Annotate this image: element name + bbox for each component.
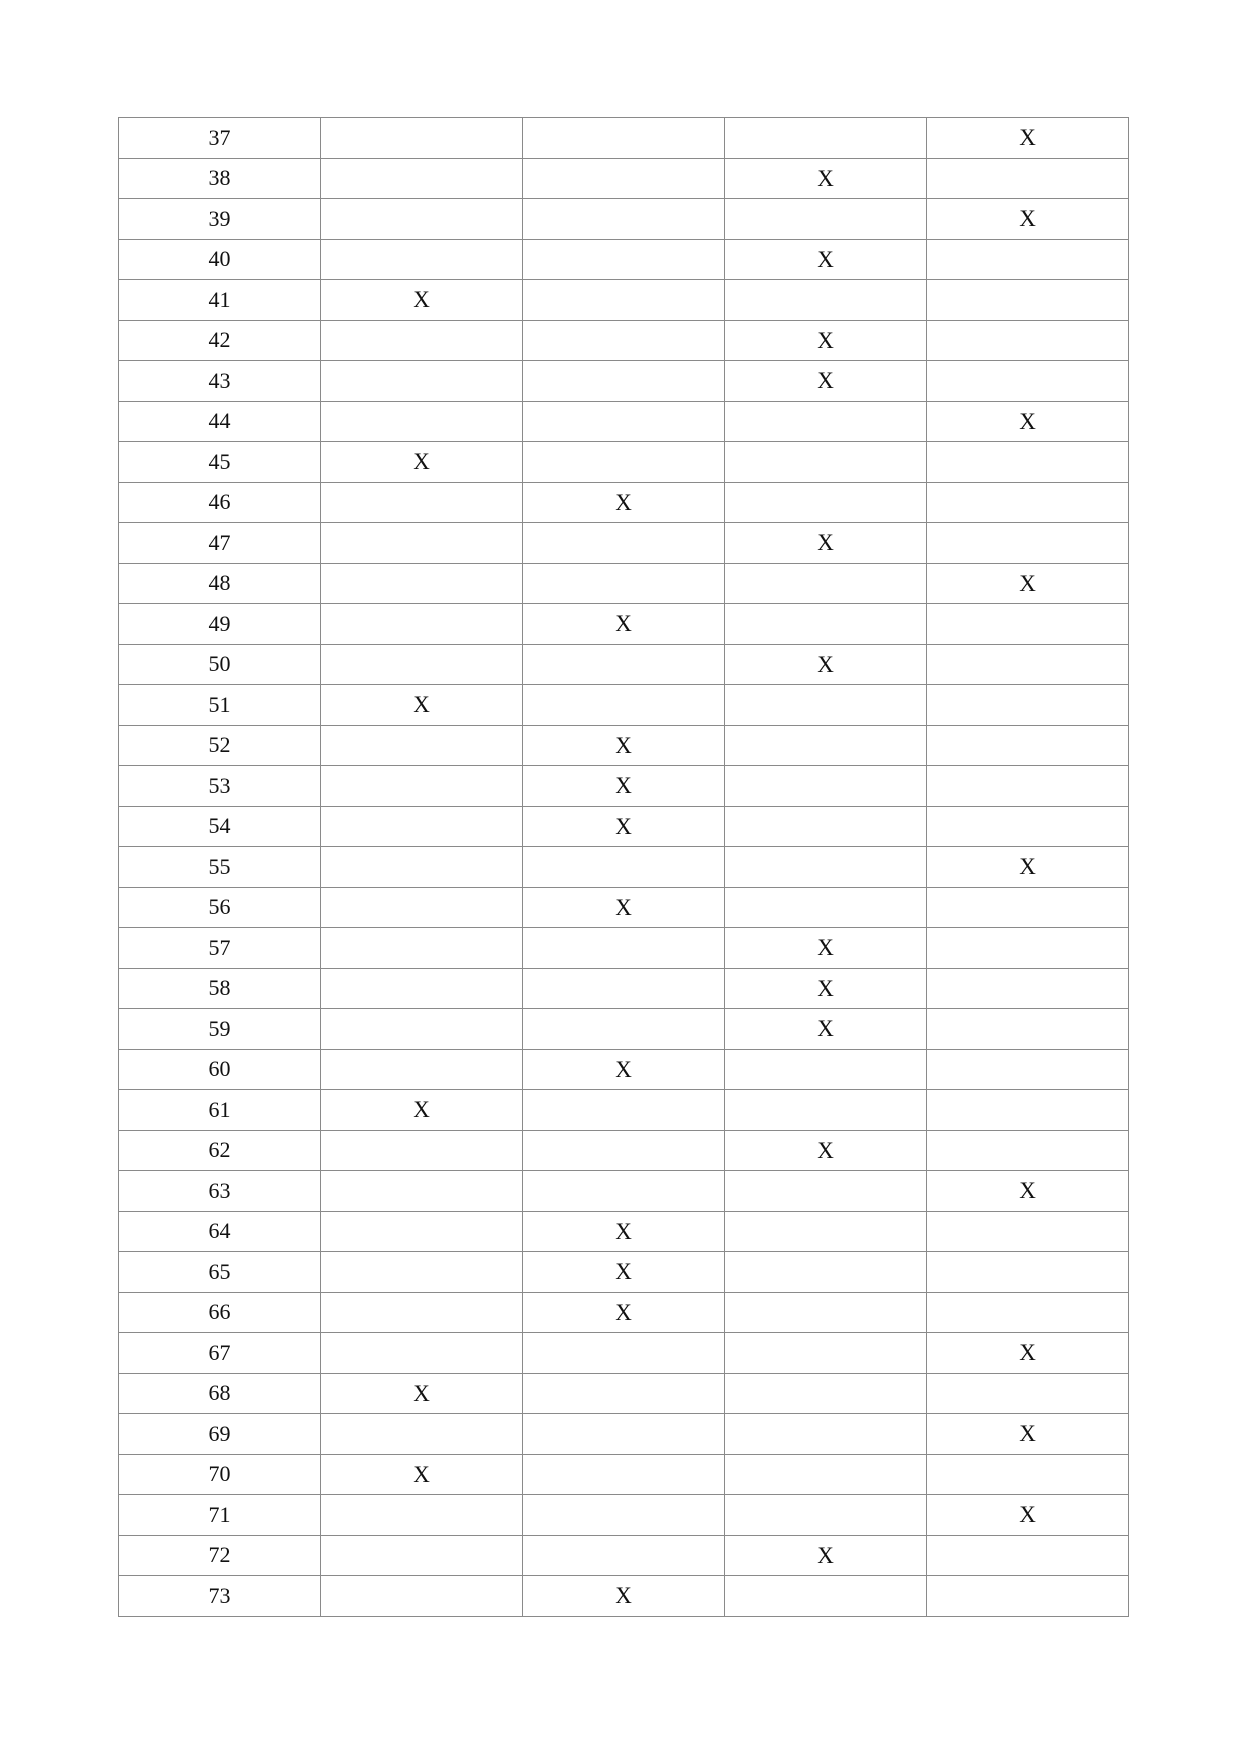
table-row (119, 118, 1129, 159)
table-row (119, 806, 1129, 847)
answer-cell-option-3: X (725, 1535, 927, 1576)
answer-cell-option-1: X (321, 1090, 523, 1131)
answer-cell-option-3 (725, 887, 927, 928)
table-row (119, 1090, 1129, 1131)
answer-cell-option-2 (523, 158, 725, 199)
question-number-cell: 71 (119, 1495, 321, 1536)
table-row (119, 1009, 1129, 1050)
answer-cell-option-2 (523, 1495, 725, 1536)
table-row (119, 442, 1129, 483)
answer-cell-option-1 (321, 604, 523, 645)
answer-cell-option-1 (321, 1292, 523, 1333)
answer-cell-option-4: X (927, 1495, 1129, 1536)
answer-cell-option-3: X (725, 644, 927, 685)
question-number-cell: 44 (119, 401, 321, 442)
question-number-cell: 73 (119, 1576, 321, 1617)
answer-cell-option-1 (321, 725, 523, 766)
table-row (119, 1292, 1129, 1333)
answer-cell-option-2 (523, 1090, 725, 1131)
answer-cell-option-4 (927, 1009, 1129, 1050)
question-number-cell: 51 (119, 685, 321, 726)
question-number-cell: 65 (119, 1252, 321, 1293)
answer-cell-option-3: X (725, 968, 927, 1009)
answer-cell-option-3 (725, 482, 927, 523)
answer-cell-option-3 (725, 1090, 927, 1131)
answer-cell-option-2 (523, 239, 725, 280)
answer-cell-option-4 (927, 644, 1129, 685)
table-row (119, 563, 1129, 604)
answer-cell-option-2 (523, 361, 725, 402)
answer-cell-option-1 (321, 1333, 523, 1374)
answer-cell-option-3: X (725, 1009, 927, 1050)
answer-cell-option-4 (927, 1535, 1129, 1576)
answer-cell-option-2: X (523, 604, 725, 645)
answer-cell-option-4 (927, 766, 1129, 807)
answer-cell-option-4 (927, 887, 1129, 928)
answer-cell-option-2: X (523, 887, 725, 928)
table-row (119, 847, 1129, 888)
table-row (119, 1454, 1129, 1495)
question-number-cell: 47 (119, 523, 321, 564)
answer-cell-option-1 (321, 1252, 523, 1293)
answer-cell-option-2 (523, 442, 725, 483)
answer-cell-option-4 (927, 523, 1129, 564)
table-row (119, 239, 1129, 280)
table-row (119, 523, 1129, 564)
answer-cell-option-3 (725, 1576, 927, 1617)
answer-key-table-body (119, 118, 1129, 1617)
answer-cell-option-2 (523, 523, 725, 564)
table-row (119, 280, 1129, 321)
table-row (119, 1414, 1129, 1455)
question-number-cell: 62 (119, 1130, 321, 1171)
answer-cell-option-2: X (523, 1049, 725, 1090)
answer-cell-option-2 (523, 847, 725, 888)
answer-cell-option-1 (321, 1414, 523, 1455)
table-row (119, 1252, 1129, 1293)
answer-cell-option-4 (927, 725, 1129, 766)
answer-cell-option-3 (725, 685, 927, 726)
answer-cell-option-1 (321, 401, 523, 442)
answer-cell-option-4 (927, 158, 1129, 199)
question-number-cell: 69 (119, 1414, 321, 1455)
answer-cell-option-2: X (523, 806, 725, 847)
table-row (119, 1049, 1129, 1090)
question-number-cell: 55 (119, 847, 321, 888)
answer-cell-option-1 (321, 644, 523, 685)
answer-cell-option-4 (927, 361, 1129, 402)
answer-cell-option-1 (321, 1576, 523, 1617)
answer-cell-option-3 (725, 401, 927, 442)
answer-cell-option-1 (321, 968, 523, 1009)
answer-cell-option-3 (725, 563, 927, 604)
answer-cell-option-2 (523, 685, 725, 726)
answer-cell-option-3 (725, 1211, 927, 1252)
question-number-cell: 46 (119, 482, 321, 523)
answer-cell-option-3 (725, 1292, 927, 1333)
answer-cell-option-3: X (725, 523, 927, 564)
answer-cell-option-1 (321, 887, 523, 928)
answer-cell-option-1 (321, 320, 523, 361)
question-number-cell: 64 (119, 1211, 321, 1252)
answer-cell-option-4 (927, 968, 1129, 1009)
question-number-cell: 43 (119, 361, 321, 402)
table-row (119, 685, 1129, 726)
answer-cell-option-2 (523, 280, 725, 321)
question-number-cell: 42 (119, 320, 321, 361)
question-number-cell: 41 (119, 280, 321, 321)
answer-cell-option-4: X (927, 1171, 1129, 1212)
question-number-cell: 53 (119, 766, 321, 807)
table-row (119, 1576, 1129, 1617)
answer-cell-option-2 (523, 401, 725, 442)
table-row (119, 928, 1129, 969)
answer-key-table (118, 117, 1129, 1617)
answer-cell-option-4 (927, 806, 1129, 847)
answer-cell-option-3 (725, 1454, 927, 1495)
answer-cell-option-1 (321, 118, 523, 159)
answer-cell-option-2 (523, 199, 725, 240)
answer-cell-option-1 (321, 1009, 523, 1050)
question-number-cell: 59 (119, 1009, 321, 1050)
answer-cell-option-2: X (523, 1252, 725, 1293)
table-row (119, 887, 1129, 928)
question-number-cell: 68 (119, 1373, 321, 1414)
answer-cell-option-1 (321, 1535, 523, 1576)
answer-cell-option-2 (523, 1414, 725, 1455)
answer-cell-option-4 (927, 685, 1129, 726)
answer-cell-option-4 (927, 1576, 1129, 1617)
answer-cell-option-1 (321, 158, 523, 199)
answer-cell-option-4: X (927, 401, 1129, 442)
answer-cell-option-2 (523, 1535, 725, 1576)
answer-cell-option-1: X (321, 442, 523, 483)
table-row (119, 968, 1129, 1009)
answer-cell-option-2 (523, 644, 725, 685)
question-number-cell: 60 (119, 1049, 321, 1090)
table-row (119, 1333, 1129, 1374)
answer-cell-option-2: X (523, 1292, 725, 1333)
answer-cell-option-4 (927, 1049, 1129, 1090)
answer-cell-option-3 (725, 766, 927, 807)
answer-cell-option-3 (725, 1373, 927, 1414)
answer-cell-option-4 (927, 442, 1129, 483)
answer-cell-option-2: X (523, 1576, 725, 1617)
question-number-cell: 61 (119, 1090, 321, 1131)
answer-cell-option-1 (321, 1049, 523, 1090)
answer-cell-option-2 (523, 1454, 725, 1495)
answer-cell-option-2 (523, 1130, 725, 1171)
answer-cell-option-3 (725, 1252, 927, 1293)
question-number-cell: 40 (119, 239, 321, 280)
table-row (119, 361, 1129, 402)
question-number-cell: 52 (119, 725, 321, 766)
answer-cell-option-3 (725, 1333, 927, 1374)
answer-cell-option-1 (321, 806, 523, 847)
answer-cell-option-4: X (927, 118, 1129, 159)
answer-cell-option-1 (321, 1130, 523, 1171)
answer-cell-option-4 (927, 1252, 1129, 1293)
answer-cell-option-3: X (725, 158, 927, 199)
table-row (119, 766, 1129, 807)
answer-cell-option-3 (725, 847, 927, 888)
table-row (119, 1171, 1129, 1212)
table-row (119, 482, 1129, 523)
answer-cell-option-2 (523, 928, 725, 969)
answer-cell-option-4: X (927, 563, 1129, 604)
question-number-cell: 54 (119, 806, 321, 847)
table-row (119, 604, 1129, 645)
answer-cell-option-3 (725, 118, 927, 159)
answer-cell-option-3: X (725, 361, 927, 402)
answer-cell-option-1 (321, 1211, 523, 1252)
answer-cell-option-3 (725, 604, 927, 645)
table-row (119, 644, 1129, 685)
question-number-cell: 37 (119, 118, 321, 159)
answer-cell-option-1: X (321, 1454, 523, 1495)
answer-cell-option-2 (523, 563, 725, 604)
answer-cell-option-2 (523, 118, 725, 159)
answer-cell-option-1 (321, 199, 523, 240)
answer-cell-option-3: X (725, 1130, 927, 1171)
question-number-cell: 58 (119, 968, 321, 1009)
answer-cell-option-4 (927, 1090, 1129, 1131)
answer-cell-option-1: X (321, 280, 523, 321)
answer-cell-option-1 (321, 482, 523, 523)
answer-cell-option-2 (523, 1171, 725, 1212)
question-number-cell: 48 (119, 563, 321, 604)
answer-cell-option-2: X (523, 482, 725, 523)
answer-cell-option-2 (523, 1009, 725, 1050)
answer-cell-option-2: X (523, 766, 725, 807)
table-row (119, 1535, 1129, 1576)
question-number-cell: 63 (119, 1171, 321, 1212)
answer-cell-option-2: X (523, 1211, 725, 1252)
question-number-cell: 57 (119, 928, 321, 969)
answer-cell-option-4 (927, 280, 1129, 321)
question-number-cell: 38 (119, 158, 321, 199)
answer-cell-option-1 (321, 239, 523, 280)
question-number-cell: 39 (119, 199, 321, 240)
answer-cell-option-1 (321, 928, 523, 969)
table-row (119, 199, 1129, 240)
answer-cell-option-4 (927, 1211, 1129, 1252)
answer-cell-option-3: X (725, 320, 927, 361)
question-number-cell: 72 (119, 1535, 321, 1576)
answer-cell-option-3 (725, 725, 927, 766)
answer-cell-option-4 (927, 1292, 1129, 1333)
answer-cell-option-4 (927, 320, 1129, 361)
answer-cell-option-1 (321, 766, 523, 807)
table-row (119, 320, 1129, 361)
table-row (119, 1130, 1129, 1171)
answer-cell-option-3 (725, 1171, 927, 1212)
table-row (119, 158, 1129, 199)
answer-cell-option-4 (927, 482, 1129, 523)
answer-cell-option-1: X (321, 685, 523, 726)
question-number-cell: 67 (119, 1333, 321, 1374)
answer-cell-option-2 (523, 1373, 725, 1414)
question-number-cell: 56 (119, 887, 321, 928)
question-number-cell: 50 (119, 644, 321, 685)
answer-cell-option-4 (927, 604, 1129, 645)
answer-cell-option-2 (523, 320, 725, 361)
answer-cell-option-3 (725, 806, 927, 847)
table-row (119, 1373, 1129, 1414)
answer-cell-option-4: X (927, 1333, 1129, 1374)
answer-cell-option-4 (927, 1454, 1129, 1495)
table-row (119, 1211, 1129, 1252)
answer-cell-option-1 (321, 1495, 523, 1536)
answer-cell-option-3 (725, 1495, 927, 1536)
answer-cell-option-2 (523, 1333, 725, 1374)
table-row (119, 725, 1129, 766)
question-number-cell: 66 (119, 1292, 321, 1333)
answer-cell-option-1 (321, 1171, 523, 1212)
question-number-cell: 49 (119, 604, 321, 645)
answer-cell-option-3: X (725, 928, 927, 969)
answer-cell-option-1: X (321, 1373, 523, 1414)
answer-cell-option-3 (725, 1049, 927, 1090)
answer-cell-option-1 (321, 847, 523, 888)
answer-cell-option-1 (321, 361, 523, 402)
answer-cell-option-4 (927, 1130, 1129, 1171)
table-row (119, 401, 1129, 442)
answer-cell-option-3 (725, 199, 927, 240)
answer-cell-option-4 (927, 1373, 1129, 1414)
answer-cell-option-4 (927, 928, 1129, 969)
answer-cell-option-4 (927, 239, 1129, 280)
answer-cell-option-4: X (927, 1414, 1129, 1455)
answer-cell-option-3 (725, 1414, 927, 1455)
answer-cell-option-3 (725, 442, 927, 483)
answer-cell-option-2 (523, 968, 725, 1009)
answer-cell-option-1 (321, 563, 523, 604)
table-row (119, 1495, 1129, 1536)
question-number-cell: 45 (119, 442, 321, 483)
answer-cell-option-1 (321, 523, 523, 564)
answer-cell-option-4: X (927, 847, 1129, 888)
answer-cell-option-2: X (523, 725, 725, 766)
answer-cell-option-3 (725, 280, 927, 321)
answer-cell-option-3: X (725, 239, 927, 280)
answer-cell-option-4: X (927, 199, 1129, 240)
question-number-cell: 70 (119, 1454, 321, 1495)
